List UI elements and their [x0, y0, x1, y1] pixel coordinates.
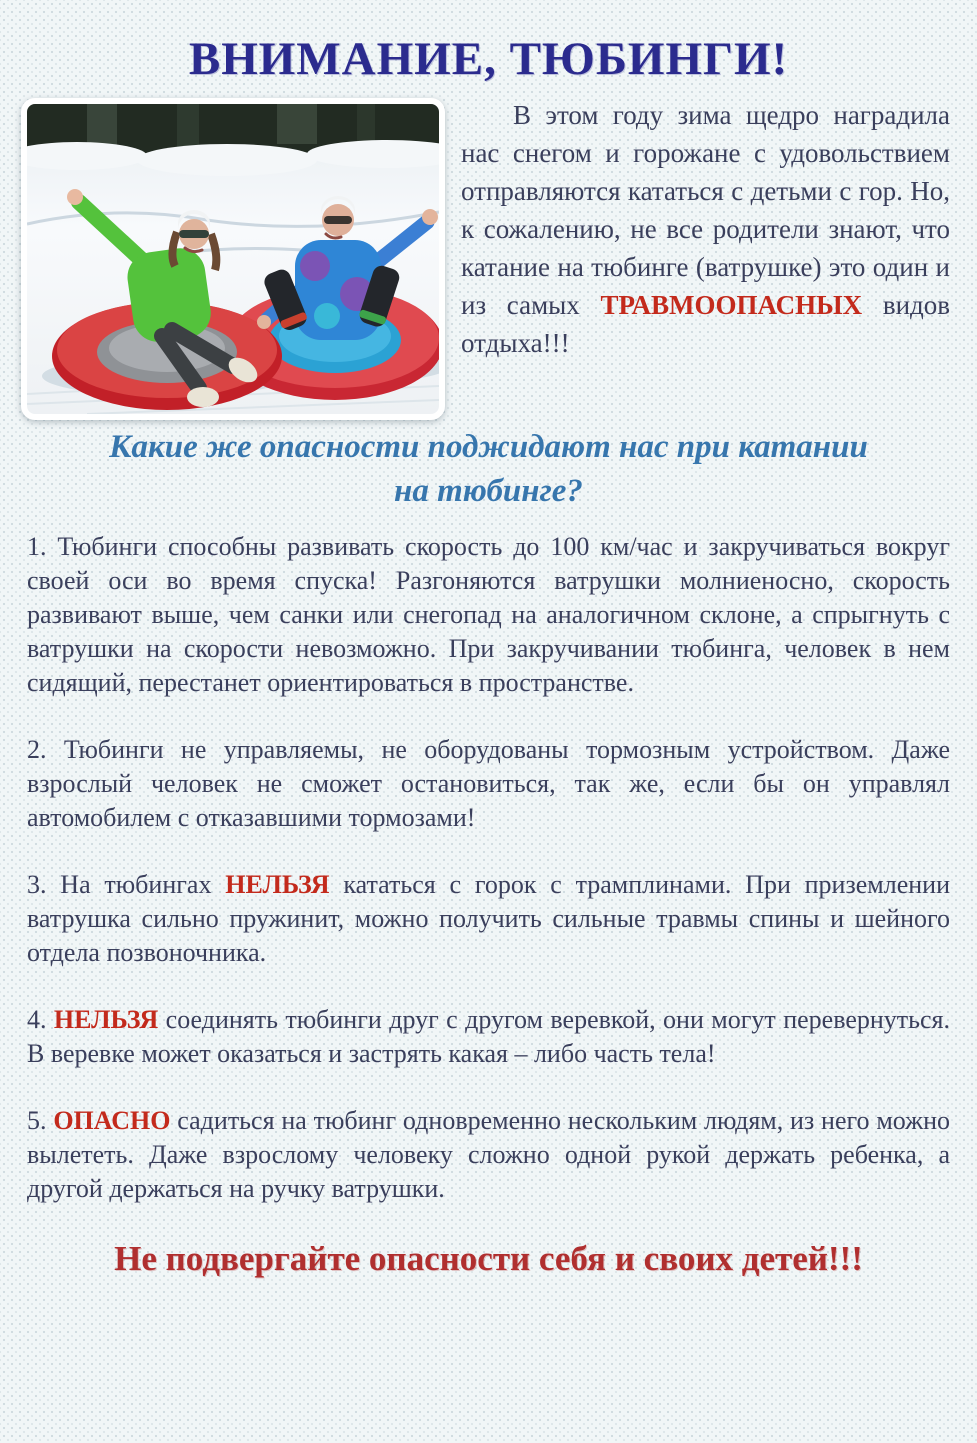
snow-tubing-photo	[21, 98, 445, 420]
warning-paragraph-1: 1. Тюбинги способны развивать скорость до 100 км/час и закручиваться вокруг своей оси во время спуска! Разгоняются ватрушки молниеносно, скорость развивают выше, чем санки или снегопад на аналогичном склоне, а спрыгнуть с ватрушки на скорости невозможно. При закручивании тюбинга, человек в нем сидящий, перестанет ориентироваться в пространстве.	[27, 531, 950, 697]
forest-band	[27, 104, 439, 176]
warning-paragraph-2: 2. Тюбинги не управляемы, не оборудованы тормозным устройством. Даже взрослый человек не сможет остановиться, так же, если бы он управлял автомобилем с отказавшими тормозами!	[27, 734, 950, 832]
warning-list	[27, 530, 950, 1206]
intro-paragraph: В этом году зима щедро наградила нас снегом и горожане с удовольствием отправляются кататься с детьми с гор. Но, к сожалению, не все родители знают, что катание на тюбинге (ватрушке) это один и из самых ТРАВМООПАСНЫХ видов отдыха!!!	[461, 100, 951, 358]
subtitle: Какие же опасности поджидают нас при катании на тюбинге?	[109, 429, 868, 509]
footer-warning: Не подвергайте опасности себя и своих детей!!!	[114, 1238, 863, 1278]
snow-tubing-illustration	[27, 104, 439, 414]
page-title: ВНИМАНИЕ, ТЮБИНГИ!	[188, 33, 789, 85]
warning-paragraph-5: 5. ОПАСНО садиться на тюбинг одновременно нескольким людям, из него можно вылететь. Даже взрослому человеку сложно одной рукой держать ребенка, а другой держаться на ручку ватрушки.	[27, 1105, 951, 1203]
warning-paragraph-3: 3. На тюбингах НЕЛЬЗЯ кататься с горок с трамплинами. При приземлении ватрушка сильно пружинит, можно получить сильные травмы спины и шейного отдела позвоночника.	[27, 869, 950, 967]
warning-paragraph-4: 4. НЕЛЬЗЯ соединять тюбинги друг с другом веревкой, они могут перевернуться. В веревке может оказаться и застрять какая – либо часть тела!	[27, 1004, 950, 1068]
